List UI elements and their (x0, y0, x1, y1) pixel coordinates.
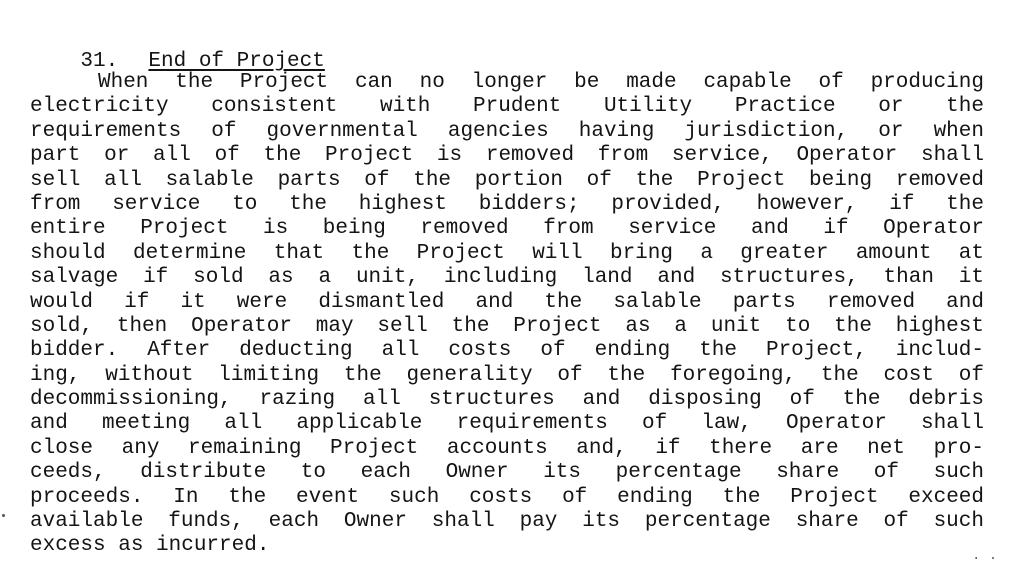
paragraph-line: and meeting all applicable requirements of law, Operator shall (30, 412, 984, 436)
paragraph-line: would if it were dismantled and the salable parts removed and (30, 290, 984, 314)
scan-speck: . . (972, 548, 998, 564)
paragraph-line: decommissioning, razing all structures and disposing of the debris (30, 388, 984, 412)
paragraph-line: bidder. After deducting all costs of ending the Project, includ- (30, 339, 984, 363)
paragraph-line: When the Project can no longer be made capable of producing (98, 71, 984, 94)
section-title: End of Project (148, 50, 325, 73)
paragraph-line: sold, then Operator may sell the Project as a unit to the highest (30, 314, 984, 338)
paragraph-line: ing, without limiting the generality of the foregoing, the cost of (30, 363, 984, 387)
section-number: 31. (80, 50, 119, 73)
scan-speck (2, 514, 5, 517)
paragraph-line: requirements of governmental agencies having jurisdiction, or when (30, 119, 984, 143)
paragraph-line: should determine that the Project will bring a greater amount at (30, 241, 984, 265)
paragraph-line: excess as incurred. (30, 534, 270, 558)
paragraph-line: sell all salable parts of the portion of the Project being removed (30, 168, 984, 192)
paragraph-line: electricity consistent with Prudent Utility Practice or the (30, 95, 984, 119)
paragraph-line: proceeds. In the event such costs of ending the Project exceed (30, 485, 984, 509)
paragraph-line: ceeds, distribute to each Owner its percentage share of such (30, 461, 984, 485)
paragraph-line: close any remaining Project accounts and, if there are net pro- (30, 436, 984, 460)
paragraph-line: part or all of the Project is removed from service, Operator shall (30, 144, 984, 168)
paragraph-line: salvage if sold as a unit, including land and structures, than it (30, 266, 984, 290)
paragraph-line: entire Project is being removed from service and if Operator (30, 217, 984, 241)
paragraph-line: available funds, each Owner shall pay its percentage share of such (30, 510, 984, 534)
paragraph-line: from service to the highest bidders; provided, however, if the (30, 192, 984, 216)
section-paragraph (30, 71, 984, 559)
